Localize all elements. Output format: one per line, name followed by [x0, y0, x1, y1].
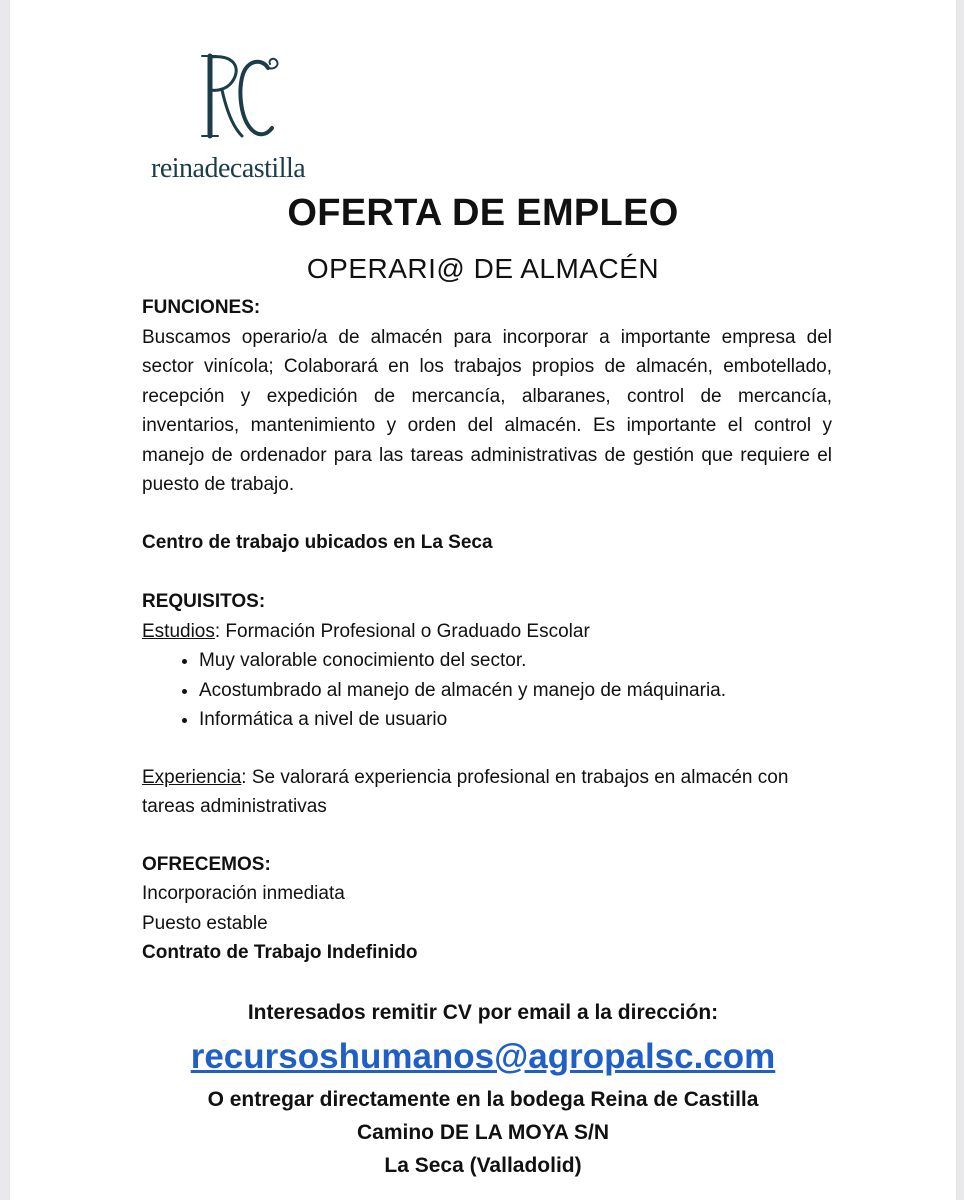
page-title: OFERTA DE EMPLEO: [287, 192, 679, 234]
estudios-label: Estudios: [142, 620, 215, 642]
page-subtitle: OPERARI@ DE ALMACÉN: [306, 253, 660, 284]
document-page: [10, 0, 956, 1200]
company-logo: [148, 48, 328, 183]
experiencia-line: [142, 763, 832, 822]
estudios-text: : Formación Profesional o Graduado Escolar: [214, 620, 590, 642]
logo-wordmark: reinadecastilla: [151, 153, 306, 184]
rc-monogram-icon: [196, 48, 286, 148]
requisitos-heading: REQUISITOS:: [142, 591, 266, 612]
email-link[interactable]: recursoshumanos@agropalsc.com: [190, 1037, 776, 1076]
list-item: • Acostumbrado al manejo de almacén y manejo de máquinaria.: [199, 676, 832, 706]
list-item: • Muy valorable conocimiento del sector.: [199, 646, 832, 676]
requisitos-list: [142, 646, 832, 735]
experiencia-text: : Se valorará experiencia profesional en trabajos en almacén con tareas administrativas: [142, 766, 789, 817]
ofrecemos-item: Puesto estable: [142, 912, 268, 934]
contact-footer: [10, 995, 956, 1182]
estudios-line: [142, 617, 832, 647]
ofrecemos-heading: OFRECEMOS:: [142, 853, 271, 875]
address-line: Camino DE LA MOYA S/N: [356, 1121, 610, 1144]
contact-intro: Interesados remitir CV por email a la dirección:: [247, 1001, 719, 1024]
centro-text: Centro de trabajo ubicados en La Seca: [142, 531, 493, 553]
offer-body: [142, 293, 832, 968]
list-item: • Informática a nivel de usuario: [199, 705, 832, 735]
funciones-text: Buscamos operario/a de almacén para incorporar a importante empresa del sector vinícola; Colaborará en los trabajos propios de almacén, embotellado, recepción y expedición de mercancía, albaranes, control de mercancía, inventarios, mantenimiento y orden del almacén. Es importante el control y manejo de ordenador para las tareas administrativas de gestión que requiere el puesto de trabajo.: [142, 326, 832, 495]
experiencia-label: Experiencia: [142, 766, 242, 788]
contrato-text: Contrato de Trabajo Indefinido: [142, 942, 418, 963]
ofrecemos-item: Incorporación inmediata: [142, 883, 345, 904]
funciones-heading: FUNCIONES:: [142, 297, 261, 318]
city-line: La Seca (Valladolid): [384, 1154, 582, 1177]
delivery-line: O entregar directamente en la bodega Reina de Castilla: [207, 1088, 759, 1111]
